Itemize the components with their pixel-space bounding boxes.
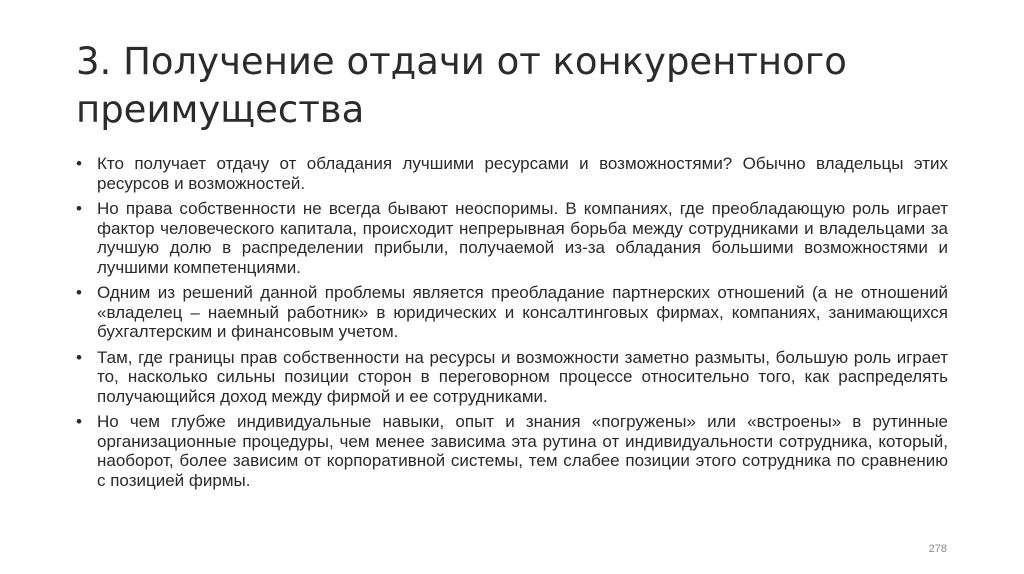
bullet-text: Но чем глубже индивидуальные навыки, опыт и знания «погружены» или «встроены» в рутинные организационные процедуры, чем менее зависима эта рутина от индивидуальности сотрудника, который, наоборот, более зависим от корпоративной системы, тем слабее позиции этого сотрудника по сравнению с позицией фирмы. [97,412,948,490]
bullet-text: Кто получает отдачу от обладания лучшими ресурсами и возможностями? Обычно владельцы этих ресурсов и возможностей. [97,154,948,193]
bullet-item [76,412,948,490]
bullet-icon: • [76,283,82,302]
bullet-icon: • [76,412,82,431]
bullet-icon: • [76,347,82,367]
bullet-list [76,154,948,496]
bullet-item [76,283,948,342]
bullet-icon: • [76,199,82,218]
bullet-text: Там, где границы прав собственности на ресурсы и возможности заметно размыты, большую роль играет то, насколько сильны позиции сторон в переговорном процессе относительно того, как распределять получающийся доход между фирмой и ее сотрудниками. [97,347,948,406]
bullet-item [76,199,948,277]
bullet-text: Но права собственности не всегда бывают неоспоримы. В компаниях, где преобладающую роль играет фактор человеческого капитала, происходит непрерывная борьба между сотрудниками и владельцами за лучшую долю в распределении прибыли, получаемой из-за обладания большими возможностями и лучшими компетенциями. [97,199,948,277]
slide-title: 3. Получение отдачи от конкурентного преимущества [76,40,847,131]
bullet-icon: • [76,154,82,173]
bullet-item [76,154,948,193]
bullet-item [76,348,948,407]
page-number: 278 [928,543,947,555]
bullet-text: Одним из решений данной проблемы является преобладание партнерских отношений (а не отношений «владелец – наемный работник» в юридических и консалтинговых фирмах, компаниях, занимающихся бухгалтерским и финансовым учетом. [97,283,948,341]
